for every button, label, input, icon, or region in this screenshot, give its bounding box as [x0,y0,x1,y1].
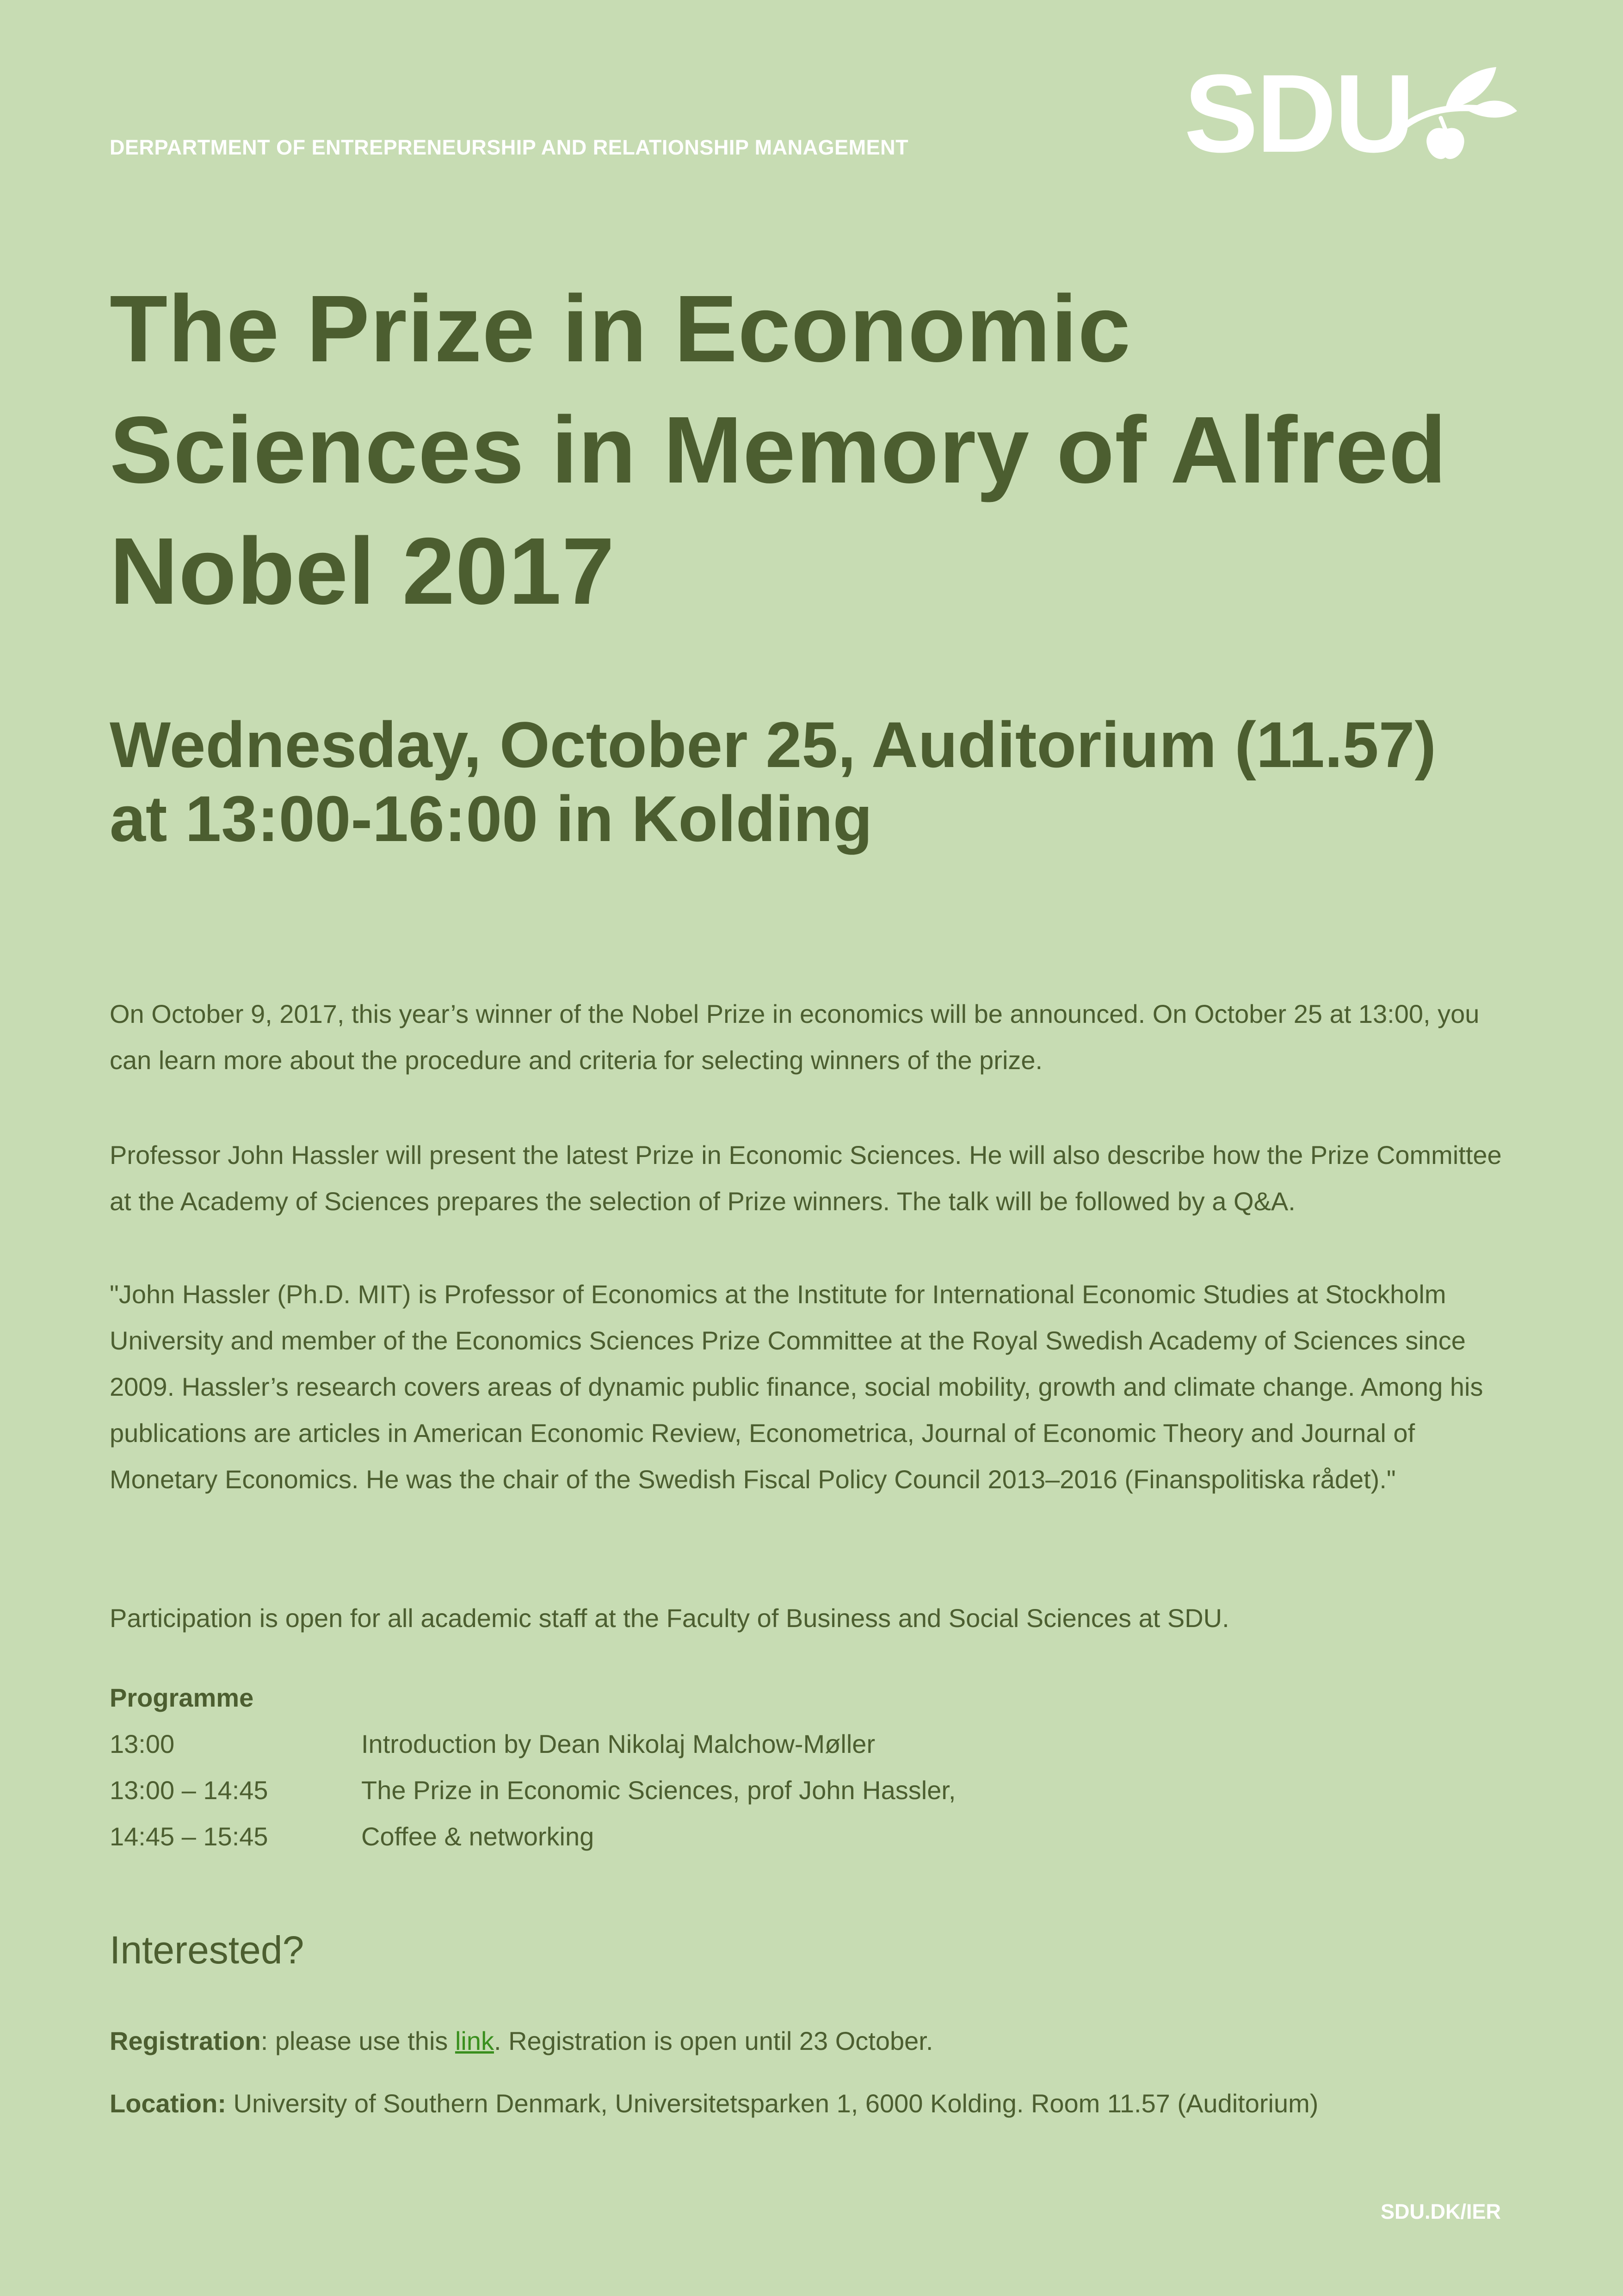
footer-url: SDU.DK/IER [1381,2200,1501,2223]
programme-heading: Programme [110,1683,254,1712]
registration-label: Registration [110,2026,261,2055]
registration-deadline: . Registration is open until 23 October. [494,2026,933,2055]
programme-time: 14:45 – 15:45 [110,1822,268,1851]
programme-table [110,1721,956,1860]
interested-heading: Interested? [110,1928,304,1972]
registration-line [110,2018,933,2064]
programme-description: Introduction by Dean Nikolaj Malchow-Møller [361,1729,876,1758]
page-title [110,268,1543,632]
programme-description: The Prize in Economic Sciences, prof John Hassler, [361,1776,956,1805]
programme-time: 13:00 [110,1729,175,1758]
registration-link[interactable]: link [455,2026,494,2055]
title-line: The Prize in Economic [110,276,1131,382]
logo-text: SDU [1184,51,1413,175]
sdu-logo [1184,51,1517,175]
intro-paragraph: On October 9, 2017, this year’s winner of the Nobel Prize in economics will be announced. On October 25 at 13:00, you can learn more about the procedure and criteria for selecting winners of the prize. [110,999,1480,1075]
location-label: Location: [110,2089,226,2118]
location-text: University of Southern Denmark, Universitetsparken 1, 6000 Kolding. Room 11.57 (Auditorium) [226,2089,1319,2118]
talk-paragraph: Professor John Hassler will present the latest Prize in Economic Sciences. He will also describe how the Prize Committee at the Academy of Sciences prepares the selection of Prize winners. The talk will be followed by a Q&A. [110,1140,1502,1216]
event-subtitle [110,708,1543,856]
programme-description: Coffee & networking [361,1822,594,1851]
subtitle-line: at 13:00-16:00 in Kolding [110,782,873,855]
location-line [110,2080,1318,2127]
programme-row [110,1767,956,1813]
department-name: DERPARTMENT OF ENTREPRENEURSHIP AND RELATIONSHIP MANAGEMENT [110,136,909,159]
title-line: Nobel 2017 [110,518,615,624]
bio-paragraph: "John Hassler (Ph.D. MIT) is Professor of Economics at the Institute for International Economic Studies at Stockholm University and member of the Economics Sciences Prize Committee at the Royal Swedish Academy of Sciences since 2009. Hassler’s research covers areas of dynamic public finance, social mobility, growth and climate change. Among his publications are articles in American Economic Review, Econometrica, Journal of Economic Theory and Journal of Monetary Economics. He was the chair of the Swedish Fiscal Policy Council 2013–2016 (Finanspolitiska rådet)." [110,1280,1483,1494]
participation-paragraph: Participation is open for all academic staff at the Faculty of Business and Social Sciences at SDU. [110,1603,1229,1633]
programme-time: 13:00 – 14:45 [110,1776,268,1805]
subtitle-line: Wednesday, October 25, Auditorium (11.57) [110,708,1437,781]
programme-row [110,1813,956,1860]
registration-text: : please use this [260,2026,455,2055]
programme-row [110,1721,956,1767]
apple-branch-icon [1401,65,1517,162]
title-line: Sciences in Memory of Alfred [110,397,1447,503]
